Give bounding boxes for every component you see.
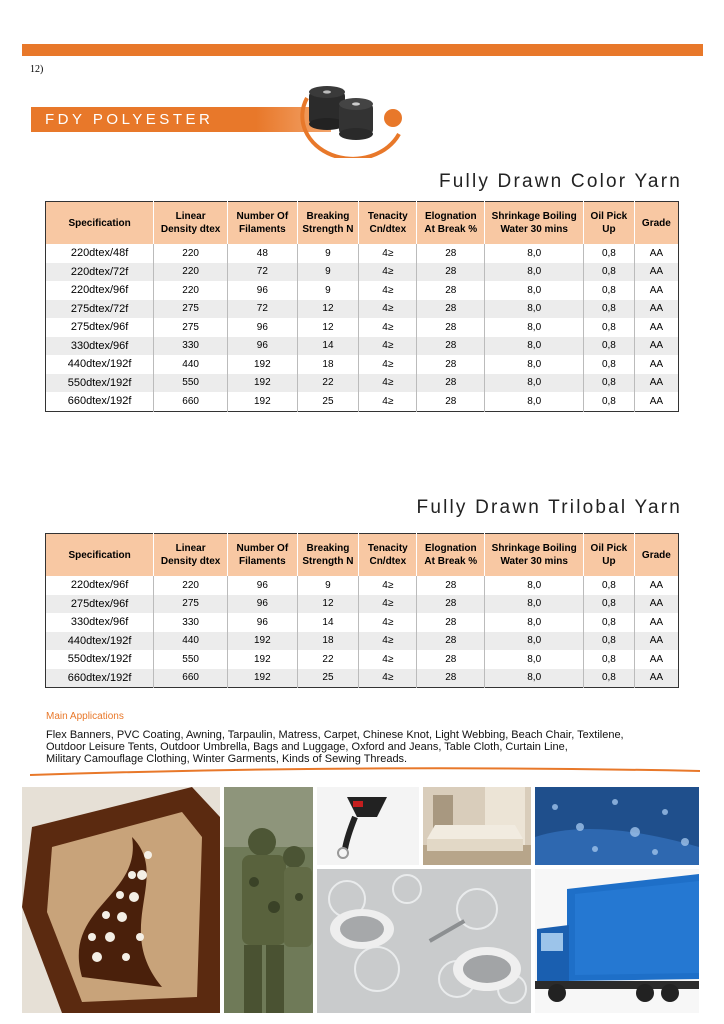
value-cell: 0,8 — [584, 595, 635, 614]
spec-cell: 220dtex/72f — [46, 263, 154, 282]
value-cell: 4≥ — [359, 355, 417, 374]
spec-cell: 275dtex/96f — [46, 595, 154, 614]
spec-cell: 220dtex/48f — [46, 244, 154, 263]
value-cell: 0,8 — [584, 632, 635, 651]
value-cell: 8,0 — [485, 613, 584, 632]
lanyard-photo — [317, 787, 419, 865]
value-cell: 28 — [417, 576, 485, 595]
value-cell: AA — [634, 669, 678, 688]
column-header: Oil Pick Up — [584, 202, 635, 245]
value-cell: 96 — [228, 337, 297, 356]
value-cell: 8,0 — [485, 318, 584, 337]
column-header: Specification — [46, 202, 154, 245]
column-header: Tenacity Cn/dtex — [359, 202, 417, 245]
value-cell: AA — [634, 263, 678, 282]
table-row — [46, 392, 679, 411]
applications-line: Military Camouflage Clothing, Winter Garments, Kinds of Sewing Threads. — [46, 753, 408, 765]
value-cell: 28 — [417, 613, 485, 632]
value-cell: 220 — [154, 263, 228, 282]
value-cell: 72 — [228, 300, 297, 319]
value-cell: 220 — [154, 576, 228, 595]
applications-line: Flex Banners, PVC Coating, Awning, Tarpaulin, Matress, Carpet, Chinese Knot, Light Webbing, Beach Chair, Textilene, — [46, 729, 624, 741]
carpet-photo — [22, 787, 220, 1013]
spec-cell: 330dtex/96f — [46, 613, 154, 632]
value-cell: 8,0 — [485, 263, 584, 282]
value-cell: 22 — [297, 650, 359, 669]
value-cell: 0,8 — [584, 318, 635, 337]
value-cell: 8,0 — [485, 595, 584, 614]
value-cell: 660 — [154, 669, 228, 688]
swoosh-divider — [30, 766, 700, 776]
value-cell: 22 — [297, 374, 359, 393]
spec-cell: 550dtex/192f — [46, 650, 154, 669]
value-cell: 18 — [297, 632, 359, 651]
column-header: Oil Pick Up — [584, 534, 635, 577]
value-cell: 4≥ — [359, 374, 417, 393]
value-cell: 8,0 — [485, 650, 584, 669]
value-cell: 4≥ — [359, 244, 417, 263]
table-row — [46, 595, 679, 614]
table-row — [46, 650, 679, 669]
value-cell: 12 — [297, 595, 359, 614]
value-cell: 28 — [417, 632, 485, 651]
value-cell: 4≥ — [359, 632, 417, 651]
value-cell: 8,0 — [485, 244, 584, 263]
value-cell: 4≥ — [359, 613, 417, 632]
value-cell: 0,8 — [584, 576, 635, 595]
value-cell: AA — [649, 579, 664, 591]
value-cell: 28 — [417, 355, 485, 374]
value-cell: 9 — [297, 263, 359, 282]
value-cell: 28 — [417, 281, 485, 300]
value-cell: 28 — [417, 300, 485, 319]
value-cell: 25 — [297, 392, 359, 411]
value-cell: 4≥ — [359, 281, 417, 300]
value-cell: 192 — [228, 650, 297, 669]
value-cell: 0,8 — [584, 281, 635, 300]
value-cell: AA — [649, 284, 664, 296]
value-cell: 28 — [417, 263, 485, 282]
value-cell: 96 — [228, 281, 297, 300]
value-cell: 28 — [417, 650, 485, 669]
table-header-row — [46, 202, 679, 245]
value-cell: AA — [634, 300, 678, 319]
value-cell: 12 — [297, 318, 359, 337]
column-header: Shrinkage Boiling Water 30 mins — [485, 534, 584, 577]
color-yarn-title: Fully Drawn Color Yarn — [438, 171, 682, 192]
value-cell: 4≥ — [359, 669, 417, 688]
column-header: Breaking Strength N — [297, 534, 359, 577]
value-cell: 4≥ — [359, 337, 417, 356]
table-row — [46, 263, 679, 282]
table-row — [46, 318, 679, 337]
value-cell: 192 — [228, 392, 297, 411]
value-cell: 48 — [228, 244, 297, 263]
value-cell: 8,0 — [485, 669, 584, 688]
value-cell: 0,8 — [584, 392, 635, 411]
column-header: Elognation At Break % — [417, 202, 485, 245]
value-cell: 96 — [228, 613, 297, 632]
value-cell: 220 — [154, 281, 228, 300]
column-header: Linear Density dtex — [154, 534, 228, 577]
value-cell: 18 — [297, 355, 359, 374]
value-cell: 28 — [417, 392, 485, 411]
table-row — [46, 281, 679, 300]
yarn-spools-logo — [289, 78, 409, 158]
table-row — [46, 374, 679, 393]
table-row — [46, 669, 679, 688]
value-cell: 550 — [154, 650, 228, 669]
value-cell: 192 — [228, 632, 297, 651]
spec-cell: 660dtex/192f — [46, 392, 154, 411]
value-cell: AA — [649, 358, 664, 370]
column-header: Grade — [634, 534, 678, 577]
value-cell: 0,8 — [584, 300, 635, 319]
column-header: Grade — [634, 202, 678, 245]
column-header: Number Of Filaments — [228, 534, 297, 577]
spec-cell: 220dtex/96f — [46, 576, 154, 595]
value-cell: 275 — [154, 595, 228, 614]
value-cell: 0,8 — [584, 374, 635, 393]
spec-cell: 440dtex/192f — [46, 632, 154, 651]
column-header: Specification — [46, 534, 154, 577]
value-cell: 4≥ — [359, 318, 417, 337]
value-cell: 192 — [228, 374, 297, 393]
column-header: Tenacity Cn/dtex — [359, 534, 417, 577]
value-cell: 96 — [228, 576, 297, 595]
value-cell: 72 — [228, 263, 297, 282]
value-cell: 9 — [297, 244, 359, 263]
top-accent-bar — [22, 44, 703, 56]
value-cell: 4≥ — [359, 392, 417, 411]
value-cell: 440 — [154, 355, 228, 374]
value-cell: 550 — [154, 374, 228, 393]
value-cell: 28 — [417, 374, 485, 393]
value-cell: AA — [649, 247, 664, 259]
table-row — [46, 355, 679, 374]
value-cell: 0,8 — [584, 669, 635, 688]
value-cell: 28 — [417, 595, 485, 614]
value-cell: 14 — [297, 613, 359, 632]
column-header: Linear Density dtex — [154, 202, 228, 245]
applications-title: Main Applications — [46, 711, 124, 722]
value-cell: 96 — [228, 318, 297, 337]
page-number: 12) — [30, 64, 44, 75]
value-cell: 8,0 — [485, 392, 584, 411]
value-cell: 275 — [154, 300, 228, 319]
value-cell: 8,0 — [485, 355, 584, 374]
value-cell: 330 — [154, 613, 228, 632]
value-cell: 8,0 — [485, 374, 584, 393]
column-header: Breaking Strength N — [297, 202, 359, 245]
value-cell: 220 — [154, 244, 228, 263]
value-cell: 8,0 — [485, 632, 584, 651]
trilobal-yarn-table — [45, 533, 679, 688]
value-cell: 275 — [154, 318, 228, 337]
value-cell: 4≥ — [359, 650, 417, 669]
value-cell: 9 — [297, 576, 359, 595]
section-title: FDY POLYESTER — [45, 111, 214, 128]
value-cell: 0,8 — [584, 337, 635, 356]
value-cell: 28 — [417, 244, 485, 263]
value-cell: 440 — [154, 632, 228, 651]
value-cell: 0,8 — [584, 613, 635, 632]
value-cell: 4≥ — [359, 595, 417, 614]
value-cell: AA — [649, 653, 664, 665]
column-header: Number Of Filaments — [228, 202, 297, 245]
value-cell: AA — [634, 595, 678, 614]
spec-cell: 275dtex/72f — [46, 300, 154, 319]
tablecloth-photo — [317, 869, 531, 1013]
value-cell: AA — [649, 321, 664, 333]
value-cell: 28 — [417, 337, 485, 356]
table-row — [46, 632, 679, 651]
mattress-photo — [423, 787, 531, 865]
value-cell: 8,0 — [485, 576, 584, 595]
table-row — [46, 613, 679, 632]
table-row — [46, 337, 679, 356]
value-cell: 330 — [154, 337, 228, 356]
military-soldiers-photo — [224, 787, 313, 1013]
value-cell: 660 — [154, 392, 228, 411]
color-yarn-table — [45, 201, 679, 412]
value-cell: 0,8 — [584, 650, 635, 669]
value-cell: AA — [634, 632, 678, 651]
spec-cell: 330dtex/96f — [46, 337, 154, 356]
value-cell: 14 — [297, 337, 359, 356]
value-cell: 8,0 — [485, 300, 584, 319]
spec-cell: 550dtex/192f — [46, 374, 154, 393]
applications-line: Outdoor Leisure Tents, Outdoor Umbrella, Bags and Luggage, Oxford and Jeans, Table Cloth, Curtain Line, — [46, 741, 568, 753]
section-title-band — [31, 107, 331, 132]
value-cell: AA — [634, 337, 678, 356]
truck-tarpaulin-photo — [535, 869, 699, 1013]
value-cell: 0,8 — [584, 244, 635, 263]
value-cell: 25 — [297, 669, 359, 688]
table-row — [46, 576, 679, 595]
spec-cell: 220dtex/96f — [46, 281, 154, 300]
value-cell: 4≥ — [359, 576, 417, 595]
column-header: Shrinkage Boiling Water 30 mins — [485, 202, 584, 245]
spec-cell: 660dtex/192f — [46, 669, 154, 688]
spec-cell: 440dtex/192f — [46, 355, 154, 374]
value-cell: AA — [634, 374, 678, 393]
applications-text — [46, 729, 686, 765]
spec-cell: 275dtex/96f — [46, 318, 154, 337]
value-cell: 28 — [417, 669, 485, 688]
value-cell: 9 — [297, 281, 359, 300]
value-cell: 4≥ — [359, 300, 417, 319]
value-cell: 8,0 — [485, 281, 584, 300]
value-cell: 192 — [228, 355, 297, 374]
value-cell: 28 — [417, 318, 485, 337]
value-cell: 96 — [228, 595, 297, 614]
value-cell: 192 — [228, 669, 297, 688]
table-row — [46, 300, 679, 319]
value-cell: 12 — [297, 300, 359, 319]
value-cell: 0,8 — [584, 355, 635, 374]
value-cell: 4≥ — [359, 263, 417, 282]
value-cell: 0,8 — [584, 263, 635, 282]
trilobal-yarn-title: Fully Drawn Trilobal Yarn — [416, 497, 682, 518]
value-cell: 8,0 — [485, 337, 584, 356]
value-cell: AA — [649, 616, 664, 628]
value-cell: AA — [649, 395, 664, 407]
table-row — [46, 244, 679, 263]
waterproof-fabric-photo — [535, 787, 699, 865]
table-header-row — [46, 534, 679, 577]
column-header: Elognation At Break % — [417, 534, 485, 577]
